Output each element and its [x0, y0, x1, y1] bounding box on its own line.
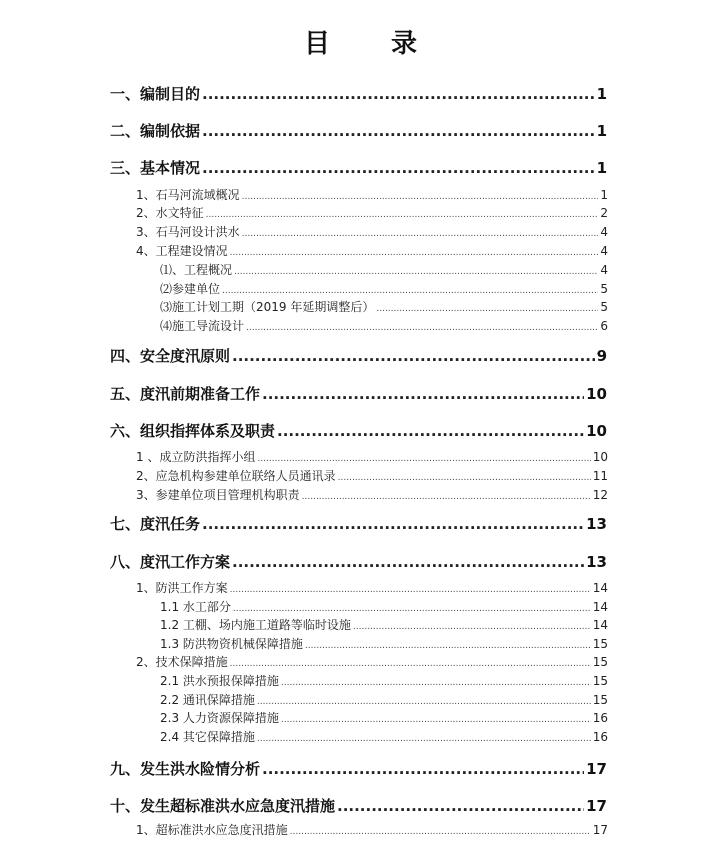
toc-entry-page: 9 — [596, 347, 607, 365]
toc-leader-dots — [257, 451, 590, 468]
toc-entry-title: 五、度汛前期准备工作 — [110, 385, 261, 403]
toc-leader-dots — [246, 320, 598, 337]
toc-entry[interactable] — [110, 383, 607, 405]
toc-leader-dots — [232, 551, 584, 573]
toc-leader-dots — [222, 283, 598, 300]
toc-leader-dots — [281, 712, 591, 729]
toc-entry[interactable] — [136, 243, 608, 260]
toc-entry-title: 1.1 水工部分 — [160, 600, 231, 614]
toc-entry-title: 1 、成立防洪指挥小组 — [136, 450, 256, 464]
toc-entry-title: 2、技术保障措施 — [136, 655, 228, 669]
toc-entry[interactable] — [160, 617, 608, 634]
toc-entry[interactable] — [136, 224, 608, 241]
toc-entry[interactable] — [160, 281, 608, 298]
toc-entry-page: 4 — [600, 225, 608, 239]
toc-entry-title: ⑶施工计划工期（2019 年延期调整后） — [160, 300, 375, 314]
toc-leader-dots — [338, 470, 591, 487]
toc-entry-title: 七、度汛任务 — [110, 515, 201, 533]
toc-entry[interactable] — [136, 487, 608, 504]
toc-leader-dots — [202, 157, 595, 179]
toc-entry-page: 13 — [586, 515, 607, 533]
toc-entry[interactable] — [110, 420, 607, 442]
toc-leader-dots — [202, 513, 584, 535]
toc-leader-dots — [302, 489, 591, 506]
toc-entry-title: ⑴、工程概况 — [160, 263, 233, 277]
toc-leader-dots — [257, 731, 591, 748]
toc-entry[interactable] — [160, 318, 608, 335]
toc-leader-dots — [206, 207, 599, 224]
toc-entry-title: ⑵参建单位 — [160, 282, 221, 296]
toc-entry[interactable] — [136, 187, 608, 204]
toc-leader-dots — [376, 301, 598, 318]
toc-entry[interactable] — [160, 673, 608, 690]
toc-entry-title: 三、基本情况 — [110, 159, 201, 177]
toc-entry-title: 1、石马河流域概况 — [136, 188, 240, 202]
toc-entry-title: 2.1 洪水预报保障措施 — [160, 674, 279, 688]
toc-entry-page: 1 — [596, 85, 607, 103]
toc-leader-dots — [202, 120, 595, 142]
toc-entry-page: 1 — [596, 159, 607, 177]
toc-entry[interactable] — [160, 599, 608, 616]
toc-entry-page: 15 — [592, 655, 608, 669]
toc-entry-title: 九、发生洪水险情分析 — [110, 760, 261, 778]
toc-leader-dots — [353, 619, 591, 636]
toc-entry-title: ⑷施工导流设计 — [160, 319, 245, 333]
toc-leader-dots — [281, 675, 591, 692]
toc-entry-page: 10 — [592, 450, 608, 464]
toc-entry-title: 一、编制目的 — [110, 85, 201, 103]
toc-entry-page: 4 — [600, 244, 608, 258]
toc-leader-dots — [337, 795, 584, 817]
toc-entry[interactable] — [110, 157, 607, 179]
toc-entry-page: 12 — [592, 488, 608, 502]
toc-entry[interactable] — [136, 654, 608, 671]
toc-entry-title: 1.2 工棚、场内施工道路等临时设施 — [160, 618, 351, 632]
toc-leader-dots — [242, 189, 599, 206]
toc-entry-title: 八、度汛工作方案 — [110, 553, 231, 571]
toc-entry-title: 1.3 防洪物资机械保障措施 — [160, 637, 303, 651]
toc-leader-dots — [277, 420, 584, 442]
toc-entry-page: 15 — [592, 637, 608, 651]
toc-entry-page: 6 — [600, 319, 608, 333]
toc-entry[interactable] — [110, 795, 607, 817]
toc-entry[interactable] — [110, 551, 607, 573]
toc-entry-page: 10 — [586, 385, 607, 403]
toc-entry[interactable] — [110, 758, 607, 780]
toc-entry-page: 16 — [592, 711, 608, 725]
toc-leader-dots — [230, 656, 591, 673]
toc-entry-page: 2 — [600, 206, 608, 220]
toc-entry-page: 5 — [600, 300, 608, 314]
toc-entry-title: 1、防洪工作方案 — [136, 581, 228, 595]
toc-leader-dots — [230, 582, 591, 599]
toc-leader-dots — [202, 83, 595, 105]
toc-leader-dots — [257, 694, 591, 711]
toc-leader-dots — [233, 601, 591, 618]
toc-leader-dots — [262, 383, 584, 405]
toc-entry-page: 17 — [592, 823, 608, 837]
toc-leader-dots — [230, 245, 599, 262]
toc-entry-title: 3、参建单位项目管理机构职责 — [136, 488, 300, 502]
toc-leader-dots — [305, 638, 591, 655]
toc-entry[interactable] — [136, 468, 608, 485]
toc-entry[interactable] — [110, 120, 607, 142]
toc-entry-page: 17 — [586, 797, 607, 815]
toc-entry-page: 5 — [600, 282, 608, 296]
toc-entry[interactable] — [160, 710, 608, 727]
toc-entry-title: 二、编制依据 — [110, 122, 201, 140]
toc-entry-page: 13 — [586, 553, 607, 571]
toc-leader-dots — [262, 758, 584, 780]
toc-leader-dots — [234, 264, 598, 281]
toc-entry[interactable] — [160, 262, 608, 279]
toc-entry-title: 4、工程建设情况 — [136, 244, 228, 258]
toc-entry[interactable] — [160, 636, 608, 653]
toc-entry-page: 4 — [600, 263, 608, 277]
toc-entry-title: 3、石马河设计洪水 — [136, 225, 240, 239]
toc-entry[interactable] — [110, 345, 607, 367]
toc-entry-title: 2.2 通讯保障措施 — [160, 693, 255, 707]
toc-entry-title: 2.3 人力资源保障措施 — [160, 711, 279, 725]
toc-entry-page: 1 — [600, 188, 608, 202]
toc-entry[interactable] — [136, 580, 608, 597]
toc-entry-page: 1 — [596, 122, 607, 140]
toc-entry-page: 14 — [592, 581, 608, 595]
toc-entry-title: 2、水文特征 — [136, 206, 204, 220]
toc-entry[interactable] — [136, 205, 608, 222]
toc-entry-page: 15 — [592, 693, 608, 707]
toc-entry-title: 2.4 其它保障措施 — [160, 730, 255, 744]
toc-entry[interactable] — [136, 822, 608, 839]
toc-entry-page: 16 — [592, 730, 608, 744]
toc-entry-title: 四、安全度汛原则 — [110, 347, 231, 365]
page-title: 目 录 — [303, 29, 444, 59]
toc-leader-dots — [242, 226, 599, 243]
toc-entry-title: 1、超标准洪水应急度汛措施 — [136, 823, 288, 837]
toc-entry-page: 15 — [592, 674, 608, 688]
toc-entry-title: 2、应急机构参建单位联络人员通讯录 — [136, 469, 336, 483]
toc-entry-title: 六、组织指挥体系及职责 — [110, 422, 276, 440]
toc-entry[interactable] — [136, 449, 608, 466]
toc-entry-page: 14 — [592, 618, 608, 632]
toc-leader-dots — [232, 345, 595, 367]
toc-entry[interactable] — [160, 299, 608, 316]
toc-entry[interactable] — [160, 692, 608, 709]
toc-entry-page: 14 — [592, 600, 608, 614]
toc-entry-title: 十、发生超标准洪水应急度汛措施 — [110, 797, 336, 815]
toc-entry-page: 10 — [586, 422, 607, 440]
toc-entry[interactable] — [110, 513, 607, 535]
toc-entry[interactable] — [160, 729, 608, 746]
toc-leader-dots — [290, 824, 591, 841]
toc-entry-page: 17 — [586, 760, 607, 778]
toc-entry[interactable] — [110, 83, 607, 105]
toc-entry-page: 11 — [592, 469, 608, 483]
